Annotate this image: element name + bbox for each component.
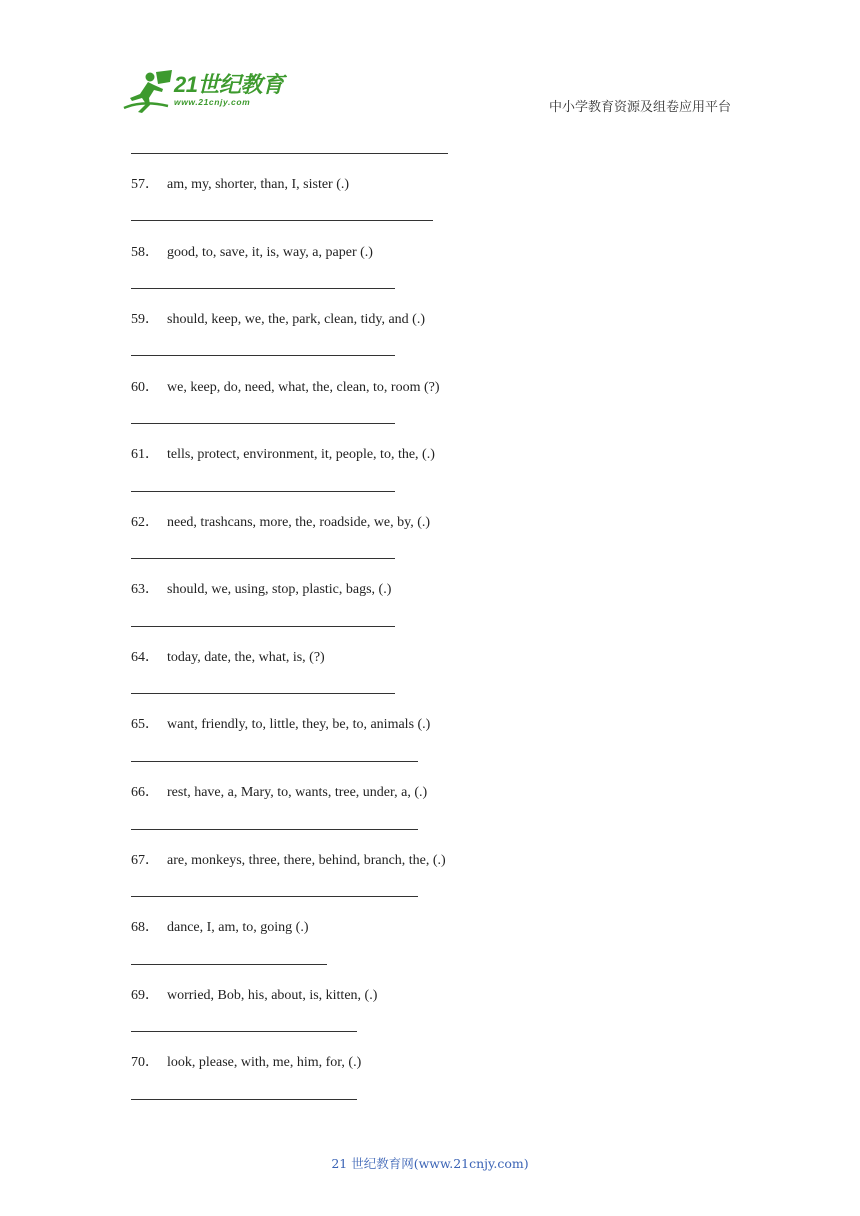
question-number: 66． [131, 785, 159, 800]
answer-line [131, 220, 433, 221]
question-text: today, date, the, what, is, (?) [167, 650, 325, 665]
logo-url: www.21cnjy.com [174, 97, 251, 107]
question-number: 57． [131, 177, 159, 192]
question-number: 65． [131, 717, 159, 732]
question-item [131, 173, 349, 193]
question-number: 59． [131, 312, 159, 327]
question-item [131, 713, 430, 733]
answer-line [131, 1031, 357, 1032]
question-number: 70． [131, 1055, 159, 1070]
question-text: rest, have, a, Mary, to, wants, tree, under, a, (.) [167, 785, 428, 800]
question-text: want, friendly, to, little, they, be, to, animals (.) [167, 717, 431, 732]
answer-line [131, 626, 395, 627]
question-text: good, to, save, it, is, way, a, paper (.) [167, 245, 373, 260]
question-number: 69． [131, 988, 159, 1003]
question-number: 63． [131, 582, 159, 597]
question-item [131, 511, 430, 531]
answer-line [131, 693, 395, 694]
answer-line [131, 423, 395, 424]
logo-text: 21世纪教育 [174, 72, 284, 97]
question-number: 58． [131, 245, 159, 260]
question-item [131, 376, 440, 396]
question-text: are, monkeys, three, there, behind, branch, the, (.) [167, 853, 446, 868]
answer-line [131, 153, 448, 154]
question-item [131, 578, 391, 598]
question-number: 61． [131, 447, 159, 462]
answer-line [131, 288, 395, 289]
question-item [131, 308, 425, 328]
question-text: we, keep, do, need, what, the, clean, to, room (?) [167, 380, 440, 395]
question-text: should, keep, we, the, park, clean, tidy, and (.) [167, 312, 426, 327]
question-item [131, 984, 377, 1004]
answer-line [131, 896, 418, 897]
question-number: 68． [131, 920, 159, 935]
answer-line [131, 829, 418, 830]
answer-line [131, 491, 395, 492]
question-number: 64． [131, 650, 159, 665]
header-tagline: 中小学教育资源及组卷应用平台 [549, 100, 732, 115]
question-item [131, 781, 427, 801]
answer-line [131, 964, 327, 965]
question-text: look, please, with, me, him, for, (.) [167, 1055, 362, 1070]
answer-line [131, 558, 395, 559]
question-text: tells, protect, environment, it, people, to, the, (.) [167, 447, 435, 462]
question-text: need, trashcans, more, the, roadside, we, by, (.) [167, 515, 431, 530]
question-item [131, 849, 446, 869]
page-header [0, 0, 860, 130]
question-item [131, 1051, 361, 1071]
question-item [131, 443, 435, 463]
page-footer: 21 世纪教育网(www.21cnjy.com) [331, 1156, 529, 1171]
question-item [131, 646, 325, 666]
question-text: am, my, shorter, than, I, sister (.) [167, 177, 350, 192]
question-number: 60． [131, 380, 159, 395]
question-text: should, we, using, stop, plastic, bags, (.) [167, 582, 392, 597]
answer-line [131, 355, 395, 356]
question-text: worried, Bob, his, about, is, kitten, (.) [167, 988, 378, 1003]
question-item [131, 241, 373, 261]
site-logo [122, 68, 292, 118]
question-number: 62． [131, 515, 159, 530]
answer-line [131, 761, 418, 762]
question-item [131, 916, 309, 936]
question-number: 67． [131, 853, 159, 868]
question-text: dance, I, am, to, going (.) [167, 920, 309, 935]
answer-line [131, 1099, 357, 1100]
runner-logo-icon [122, 68, 176, 114]
